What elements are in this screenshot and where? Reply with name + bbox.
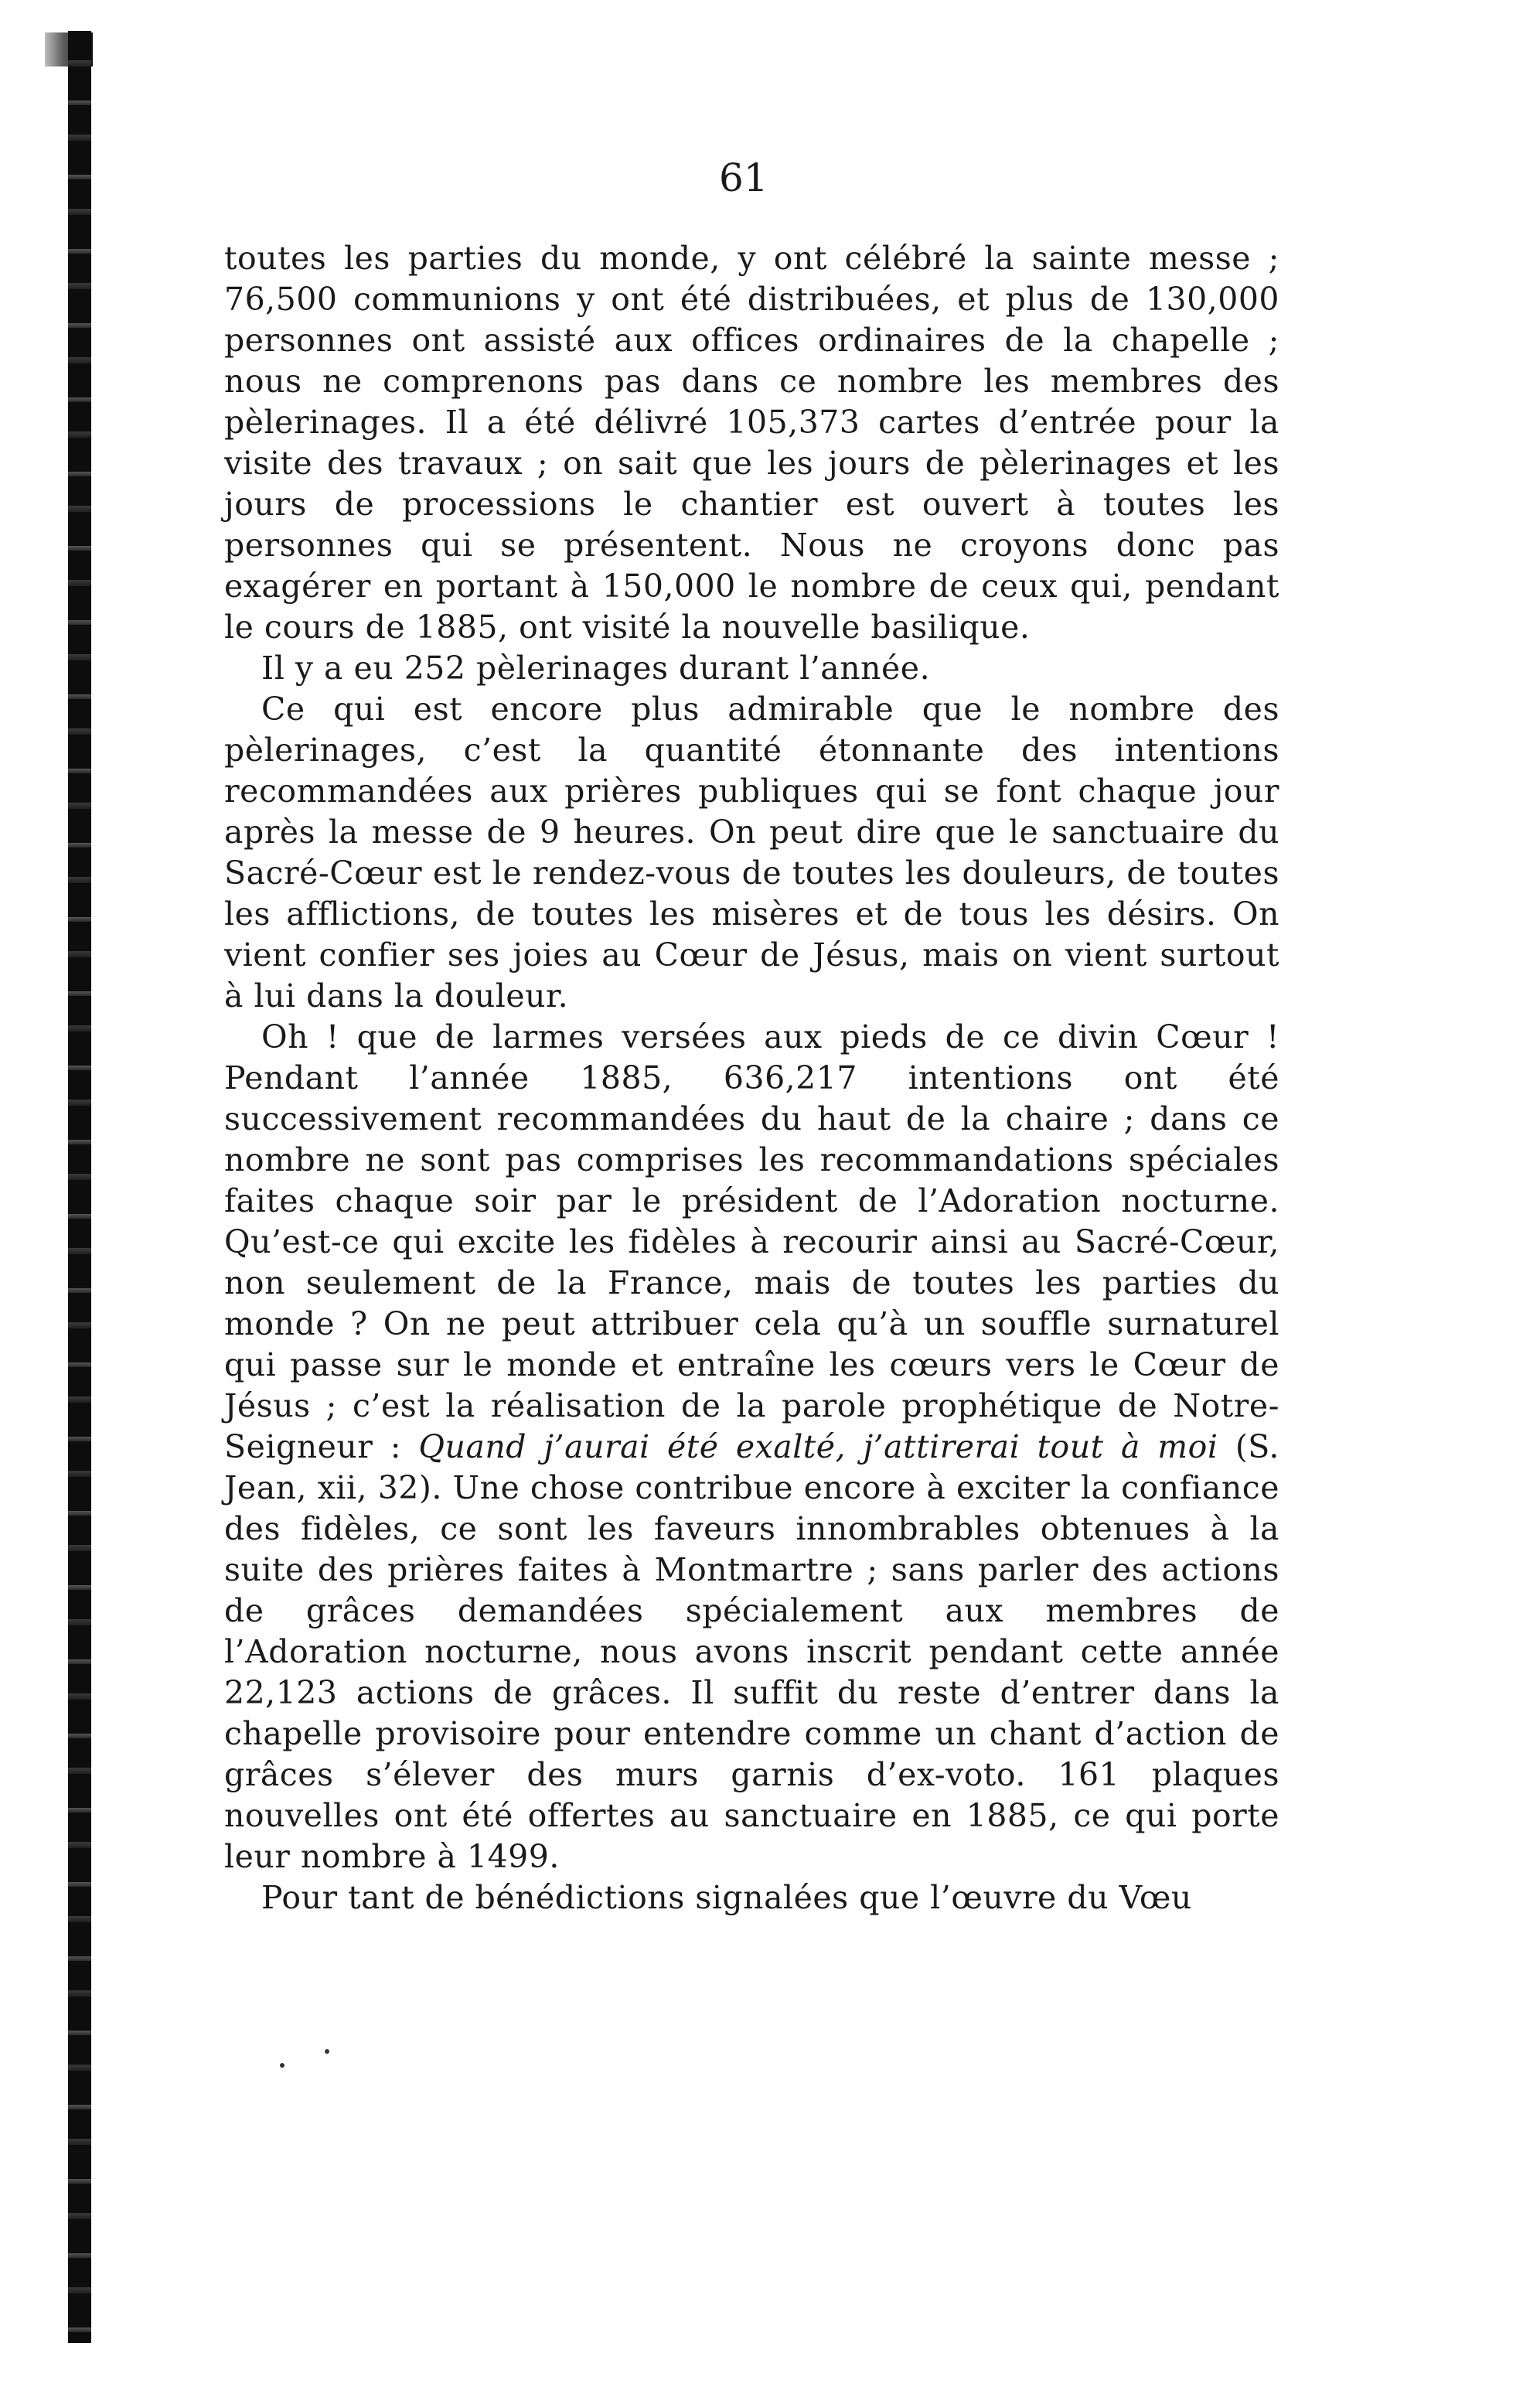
paragraph-text: Oh ! que de larmes versées aux pieds de ce divin Cœur ! Pendant l’année 1885, 636,217 intentions ont été successivement recommandées du haut de la chaire ; dans ce nombre ne sont pas comprises les recommandations spéciales faites chaque soir par le président de l’Adoration nocturne. Qu’est-ce qui excite les fidèles à recourir ainsi au Sacré-Cœur, non seulement de la France, mais de toutes les parties du monde ? On ne peut attribuer cela qu’à un souffle surnaturel qui passe sur le monde et entraîne les cœurs vers le Cœur de Jésus ; c’est la réalisation de la parole prophétique de Notre-Seigneur : xyxy=(224,1018,1279,1465)
paragraph xyxy=(224,1017,1279,1877)
scripture-quote: Quand j’aurai été exalté, j’attirerai tout à moi xyxy=(418,1428,1218,1465)
binding-edge xyxy=(68,31,91,2343)
paragraph: Il y a eu 252 pèlerinages durant l’année. xyxy=(261,650,931,687)
ink-speck xyxy=(325,2049,329,2054)
paragraph-text: (S. Jean, xii, 32). Une chose contribue encore à exciter la confiance des fidèles, ce sont les faveurs innombrables obtenues à la suite des prières faites à Montmartre ; sans parler des actions de grâces demandées spécialement aux membres de l’Adoration nocturne, nous avons inscrit pendant cette année 22,123 actions de grâces. Il suffit du reste d’entrer dans la chapelle provisoire pour entendre comme un chant d’action de grâces s’élever des murs garnis d’ex-voto. 161 plaques nouvelles ont été offertes au sanctuaire en 1885, ce qui porte leur nombre à 1499. xyxy=(224,1428,1279,1875)
paragraph: Pour tant de bénédictions signalées que l’œuvre du Vœu xyxy=(261,1879,1192,1916)
page-number: 61 xyxy=(719,155,768,200)
paragraph: Ce qui est encore plus admirable que le nombre des pèlerinages, c’est la quantité étonnante des intentions recommandées aux prières publiques qui se font chaque jour après la messe de 9 heures. On peut dire que le sanctuaire du Sacré-Cœur est le rendez-vous de toutes les douleurs, de toutes les afflictions, de toutes les misères et de tous les désirs. On vient confier ses joies au Cœur de Jésus, mais on vient surtout à lui dans la douleur. xyxy=(224,691,1279,1015)
paragraph: toutes les parties du monde, y ont célébré la sainte messe ; 76,500 communions y ont été distribuées, et plus de 130,000 personnes ont assisté aux offices ordinaires de la chapelle ; nous ne comprenons pas dans ce nombre les membres des pèlerinages. Il a été délivré 105,373 cartes d’entrée pour la visite des travaux ; on sait que les jours de pèlerinages et les jours de processions le chantier est ouvert à toutes les personnes qui se présentent. Nous ne croyons donc pas exagérer en portant à 150,000 le nombre de ceux qui, pendant le cours de 1885, ont visité la nouvelle basilique. xyxy=(224,240,1279,646)
ink-speck xyxy=(280,2063,284,2068)
body-text xyxy=(224,238,1279,1918)
